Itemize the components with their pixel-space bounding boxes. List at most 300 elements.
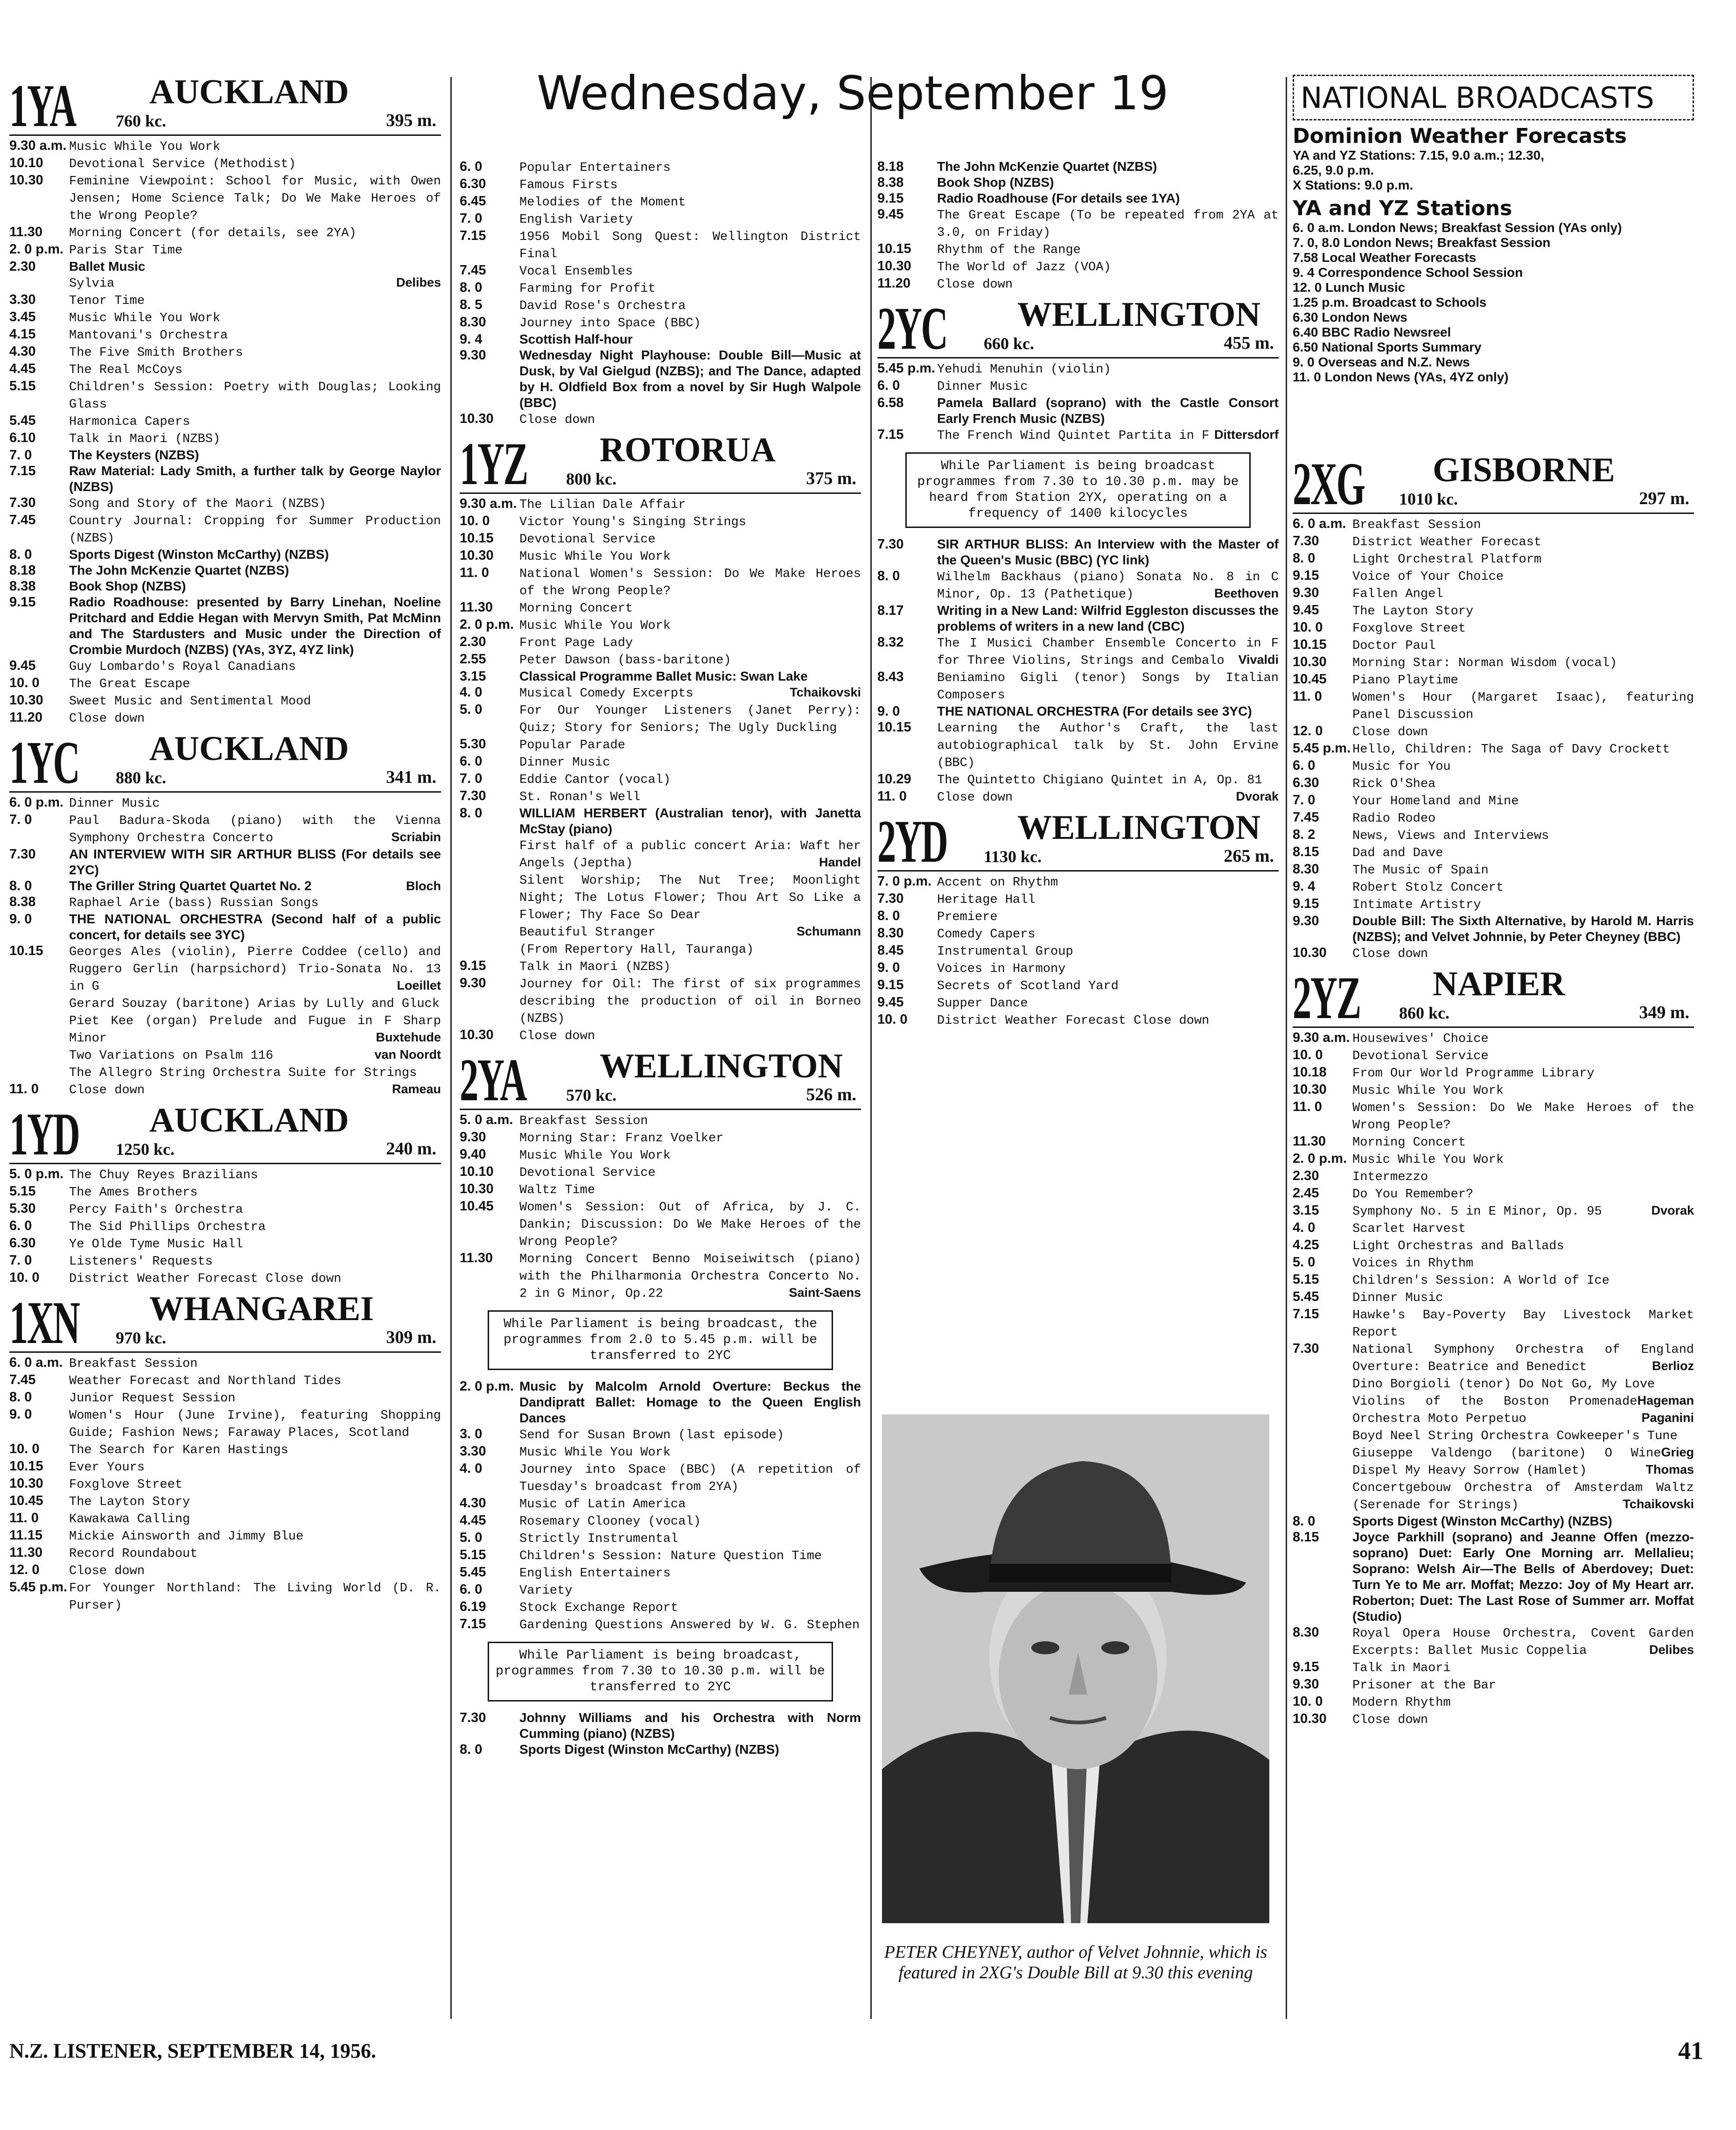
listing-time: 12. 0: [9, 1562, 40, 1577]
listing-entry: [9, 413, 441, 430]
listing-title: National Symphony Orchestra of England Overture: Beatrice and Benedict: [1352, 1343, 1694, 1374]
station-city: WHANGAREI: [149, 1290, 374, 1328]
listing-entry: [1293, 1624, 1694, 1659]
listing-composer: Tchaikovski: [790, 685, 861, 699]
listing-title: Doctor Paul: [1352, 639, 1436, 653]
listing-entry: [9, 309, 441, 326]
listing-title: Eddie Cantor (vocal): [519, 773, 671, 787]
listing-time: 5.15: [460, 1547, 486, 1562]
national-title: Broadcast to Schools: [1352, 295, 1487, 309]
listing-time: 8.30: [877, 926, 904, 941]
listing-entry: [877, 395, 1279, 427]
national-time: 1.25 p.m.: [1293, 295, 1352, 309]
listing-entry: [9, 812, 441, 846]
listing-time: 9.15: [1293, 1659, 1319, 1674]
listing-title: The I Musici Chamber Ensemble Concerto in F for Three Violins, Strings and Cembalo: [937, 637, 1279, 668]
listing-title: For Younger Northland: The Living World (D. R. Purser): [69, 1582, 441, 1613]
listing-entry: [460, 1112, 861, 1129]
station-wavelength: 526 m.: [806, 1085, 856, 1104]
listing-title: The Chuy Reyes Brazilians: [69, 1168, 259, 1182]
listing-time: 10. 0: [9, 1441, 40, 1456]
listing-time: 3.15: [1293, 1203, 1319, 1218]
listing-time: 8. 0: [877, 569, 900, 583]
station-callsign: 2YC: [877, 295, 947, 362]
listing-title: Breakfast Session: [1352, 518, 1481, 532]
listing-time: 10.30: [460, 1027, 494, 1042]
listing-entry: [460, 1547, 861, 1564]
listing-title: Symphony No. 5 in E Minor, Op. 95: [1352, 1205, 1602, 1219]
listing-entry: [9, 1372, 441, 1389]
listing-entry: [460, 837, 861, 872]
listing-time: 8. 0: [460, 806, 483, 821]
listing-time: 10.30: [9, 1476, 43, 1491]
listing-title: Foxglove Street: [1352, 622, 1466, 636]
national-time: 9. 4: [1293, 265, 1318, 280]
weather-title: Dominion Weather Forecasts: [1293, 124, 1627, 148]
listing-title: Children's Session: Poetry with Douglas; Looking Glass: [69, 380, 441, 412]
national-title: Lunch Music: [1325, 280, 1406, 295]
listing-time: 11. 0: [9, 1082, 39, 1097]
listing-time: 10.10: [460, 1164, 494, 1179]
listing-title: Radio Rodeo: [1352, 812, 1436, 826]
listing-entry: [460, 805, 861, 837]
weather-line: X Stations: 9.0 p.m.: [1293, 178, 1414, 192]
listing-entry: [460, 702, 861, 736]
listing-title: Ye Olde Tyme Music Hall: [69, 1237, 243, 1251]
listing-entry: [1293, 1030, 1694, 1047]
listing-time: 11.20: [877, 276, 910, 291]
listing-title: Country Journal: Cropping for Summer Production (NZBS): [69, 514, 441, 546]
station-frequency: 970 kc.: [116, 1329, 166, 1347]
listing-entry: [1293, 1513, 1694, 1529]
listing-entry: [460, 1198, 861, 1250]
listing-title: Sports Digest (Winston McCarthy) (NZBS): [519, 1742, 779, 1757]
listing-entry: [1293, 1444, 1694, 1479]
listing-entry: [1293, 913, 1694, 945]
listing-entry: [9, 846, 441, 878]
station-header: [1293, 450, 1694, 518]
national-title: London News; Breakfast Session: [1343, 235, 1551, 250]
listing-title: Beniamino Gigli (tenor) Songs by Italian Composers: [937, 671, 1279, 703]
national-entry: [1293, 280, 1694, 295]
listing-title: District Weather Forecast Close down: [937, 1014, 1210, 1028]
listing-title: St. Ronan's Well: [519, 790, 641, 804]
listing-time: 11.30: [9, 1545, 42, 1560]
listing-time: 9.30: [1293, 585, 1319, 600]
listing-entry: [9, 1406, 441, 1441]
listing-title: Radio Roadhouse (For details see 1YA): [937, 191, 1180, 205]
listing-title: News, Views and Interviews: [1352, 829, 1549, 843]
national-entry: [1293, 370, 1694, 385]
listing-entry: [877, 942, 1279, 960]
listing-entry: [460, 599, 861, 617]
listing-title: Journey into Space (BBC): [519, 316, 701, 330]
station-block: [460, 430, 861, 1044]
national-time: 6.30: [1293, 310, 1322, 324]
listing-time: 6.30: [1293, 775, 1319, 790]
listing-time: 6. 0 a.m.: [1293, 516, 1346, 531]
listing-time: 8.18: [877, 159, 904, 174]
station-frequency: 1010 kc.: [1399, 490, 1458, 508]
listing-entry: [877, 669, 1279, 703]
listing-entry: [460, 1564, 861, 1582]
listing-entry: [9, 1252, 441, 1270]
listing-time: 7.30: [877, 891, 904, 906]
listing-title: Close down: [1352, 725, 1428, 739]
listing-title: Dino Borgioli (tenor) Do Not Go, My Love: [1352, 1378, 1655, 1392]
listing-composer: Scriabin: [391, 830, 441, 844]
listing-title: The Sid Phillips Orchestra: [69, 1220, 266, 1234]
listing-time: 8.38: [9, 894, 36, 909]
column-4: [1293, 448, 1694, 1728]
listing-entry: [877, 258, 1279, 275]
listing-title: Johnny Williams and his Orchestra with Norm Cumming (piano) (NZBS): [519, 1710, 861, 1741]
station-frequency: 1250 kc.: [116, 1140, 175, 1159]
listing-composer: Delibes: [1649, 1643, 1694, 1657]
listing-title: Send for Susan Brown (last episode): [519, 1428, 784, 1442]
listing-time: 9. 0: [9, 912, 32, 927]
station-block: [1293, 964, 1694, 1728]
station-block: [9, 1103, 441, 1287]
listing-title: Weather Forecast and Northland Tides: [69, 1374, 342, 1388]
listing-time: 12. 0: [1293, 724, 1323, 738]
listing-title: Light Orchestral Platform: [1352, 553, 1542, 567]
listing-title: Mickie Ainsworth and Jimmy Blue: [69, 1530, 304, 1544]
listing-title: The Griller String Quartet Quartet No. 2: [69, 879, 312, 893]
listing-title: Dinner Music: [519, 756, 610, 770]
listing-title: Rosemary Clooney (vocal): [519, 1515, 701, 1529]
station-callsign: 1YZ: [460, 430, 527, 498]
listing-time: 3.15: [460, 669, 486, 684]
national-broadcasts-panel: [1293, 75, 1694, 385]
listing-title: Voices in Rhythm: [1352, 1257, 1474, 1271]
listing-title: Raphael Arie (bass) Russian Songs: [69, 896, 319, 910]
listing-title: Talk in Maori (NZBS): [519, 960, 671, 974]
listing-title: Farming for Profit: [519, 282, 656, 296]
station-frequency: 760 kc.: [116, 112, 166, 130]
listing-time: 10.30: [460, 411, 494, 426]
listing-time: 11.30: [460, 1251, 493, 1265]
listing-time: 9.15: [1293, 568, 1319, 583]
listing-title: Devotional Service (Methodist): [69, 157, 296, 171]
listing-entry: [460, 788, 861, 805]
column-rule: [870, 77, 872, 2019]
station-city: WELLINGTON: [1017, 808, 1260, 847]
listing-time: 6. 0: [877, 378, 900, 393]
listing-entry: [9, 274, 441, 292]
listing-title: Piano Playtime: [1352, 674, 1458, 688]
listing-title: Listeners' Requests: [69, 1255, 213, 1269]
listing-title: Joyce Parkhill (soprano) and Jeanne Offen (mezzo-soprano) Duet: Early One Morning arr. Mellalieu; Soprano: Welsh Air—The Bells of Aberdovey; Duet: Turn Ye to Me arr. Moffat; Mezzo: Joy of My Heart arr. Roberton; Duet: The Last Rose of Summer arr. Moffat (Studio): [1352, 1530, 1694, 1624]
station-block: [460, 159, 861, 428]
station-frequency: 800 kc.: [566, 470, 616, 488]
listing-time: 7. 0: [9, 812, 32, 827]
listing-entry: [1293, 1272, 1694, 1289]
listing-entry: [1293, 1151, 1694, 1168]
listing-title: For Our Younger Listeners (Janet Perry): Quiz; Story for Seniors; The Ugly Duckling: [519, 704, 861, 735]
listing-entry: [9, 1081, 441, 1098]
national-time: 9. 0: [1293, 355, 1318, 369]
listing-title: Morning Star: Franz Voelker: [519, 1132, 724, 1146]
listing-title: Wednesday Night Playhouse: Double Bill—Music at Dusk, by Val Gielgud (NZBS); and The Dance, adapted by H. Oldfield Box from a novel by Sir Hugh Walpole (BBC): [519, 348, 861, 410]
listing-title: Close down: [519, 1029, 595, 1043]
listing-time: 4.25: [1293, 1237, 1319, 1252]
listing-time: 6. 0: [460, 754, 483, 769]
listing-title: Close down: [69, 712, 145, 726]
national-entry: [1293, 355, 1694, 370]
listing-time: 10. 0: [460, 513, 490, 528]
listing-entry: [1293, 1375, 1694, 1407]
listing-time: 7.45: [460, 263, 486, 278]
listing-entry: [460, 1426, 861, 1443]
listing-title: Variety: [519, 1584, 573, 1598]
listing-time: 5.30: [460, 737, 486, 752]
listing-entry: [460, 1599, 861, 1616]
listing-composer: Delibes: [396, 275, 441, 289]
column-rule: [450, 77, 452, 2019]
listing-time: 9.30 a.m.: [9, 138, 67, 153]
column-3: [877, 159, 1279, 1029]
listing-time: 2. 0 p.m.: [460, 1379, 514, 1394]
listing-entry: [877, 159, 1279, 175]
listing-time: 6.30: [460, 176, 486, 191]
national-entry: [1293, 295, 1694, 310]
listing-title: The Great Escape (To be repeated from 2YA at 3.0, on Friday): [937, 209, 1279, 240]
listing-time: 6.19: [460, 1599, 486, 1614]
listing-entry: [460, 1181, 861, 1198]
listing-entry: [460, 1443, 861, 1461]
national-entry: [1293, 220, 1694, 235]
listing-time: 10.45: [9, 1493, 43, 1508]
national-entry: [1293, 250, 1694, 265]
listing-entry: [460, 872, 861, 923]
listing-entry: [460, 975, 861, 1027]
listing-title: THE NATIONAL ORCHESTRA (For details see 3YC): [937, 704, 1252, 718]
listing-title: Scarlet Harvest: [1352, 1222, 1466, 1236]
listing-title: Popular Entertainers: [519, 161, 671, 175]
listing-title: David Rose's Orchestra: [519, 299, 686, 313]
listing-entry: [460, 1530, 861, 1547]
listing-entry: [1293, 585, 1694, 602]
listing-time: 11.30: [9, 225, 42, 239]
listing-entry: [9, 259, 441, 274]
listing-time: 10.30: [877, 259, 911, 274]
listing-time: 11.20: [9, 710, 42, 725]
listing-title: Paul Badura-Skoda (piano) with the Vienna Symphony Orchestra Concerto: [69, 814, 441, 845]
station-header: [9, 1289, 441, 1357]
listing-title: Voice of Your Choice: [1352, 570, 1504, 584]
listing-title: Mantovani's Orchestra: [69, 329, 228, 343]
listing-entry: [9, 378, 441, 413]
listing-time: 4. 0: [460, 685, 483, 700]
listing-composer: Schumann: [796, 924, 861, 938]
national-time: 7. 0, 8.0: [1293, 235, 1344, 250]
national-entry: [1293, 310, 1694, 325]
listing-entry: [877, 190, 1279, 206]
parliament-notice: While Parliament is being broadcast, programmes from 7.30 to 10.30 p.m. will be transferred to 2YC: [488, 1642, 833, 1701]
listing-entry: [1293, 1694, 1694, 1711]
station-header: [460, 1047, 861, 1114]
listing-title: Gardening Questions Answered by W. G. Stephen: [519, 1618, 860, 1632]
listing-time: 8. 0: [9, 879, 32, 893]
listing-title: Secrets of Scotland Yard: [937, 979, 1119, 993]
listing-composer: van Noordt: [374, 1047, 441, 1061]
listing-title: Percy Faith's Orchestra: [69, 1203, 243, 1217]
listing-entry: [460, 193, 861, 211]
listing-entry: [460, 1378, 861, 1426]
listing-entry: [1293, 568, 1694, 585]
listing-title: Morning Concert: [519, 602, 633, 616]
listing-time: 11.30: [460, 600, 493, 615]
listing-entry: [9, 547, 441, 562]
listing-entry: [1293, 1306, 1694, 1341]
listing-time: 10.30: [1293, 1082, 1327, 1097]
listing-time: 7.15: [877, 427, 904, 442]
station-block: [1293, 450, 1694, 962]
listing-title: Music While You Work: [519, 1149, 671, 1163]
listing-time: 7. 0: [9, 1253, 32, 1268]
listing-entry: [877, 206, 1279, 241]
listing-time: 7.45: [1293, 810, 1319, 825]
listing-entry: [460, 1742, 861, 1757]
listing-title: Melodies of the Moment: [519, 196, 686, 210]
listing-time: 6.58: [877, 395, 904, 410]
listing-title: Classical Programme Ballet Music: Swan Lake: [519, 669, 808, 683]
station-callsign: 2YD: [877, 808, 947, 875]
station-block: [877, 159, 1279, 293]
listing-entry: [877, 925, 1279, 942]
listing-time: 9.15: [9, 595, 36, 610]
listing-time: 8. 2: [1293, 827, 1316, 842]
listing-title: Raw Material: Lady Smith, a further talk by George Naylor (NZBS): [69, 464, 441, 494]
listing-title: Devotional Service: [519, 533, 656, 547]
listing-title: Women's Session: Do We Make Heroes of the Wrong People?: [1352, 1101, 1694, 1132]
listing-title: Hawke's Bay-Poverty Bay Livestock Market Report: [1352, 1308, 1694, 1340]
national-title: London News; Breakfast Session (YAs only): [1348, 220, 1622, 235]
listing-title: Premiere: [937, 910, 998, 924]
listing-title: Journey into Space (BBC) (A repetition of Tuesday's broadcast from 2YA): [519, 1463, 861, 1494]
listing-time: 6. 0: [1293, 758, 1316, 773]
listing-title: Scottish Half-hour: [519, 332, 633, 346]
listing-title: Robert Stolz Concert: [1352, 881, 1504, 895]
listing-entry: [1293, 1168, 1694, 1185]
listing-title: Double Bill: The Sixth Alternative, by Harold M. Harris (NZBS); and Velvet Johnnie, by Peter Cheyney (BBC): [1352, 914, 1694, 944]
listing-title: The Search for Karen Hastings: [69, 1443, 288, 1457]
listing-title: Music While You Work: [1352, 1084, 1504, 1098]
listing-entry: [877, 719, 1279, 771]
listing-entry: [9, 1218, 441, 1235]
listing-title: Music While You Work: [519, 550, 671, 564]
listing-time: 7.15: [460, 1617, 486, 1631]
listing-entry: [9, 1476, 441, 1493]
station-frequency: 1130 kc.: [984, 847, 1042, 866]
national-entry: [1293, 265, 1694, 280]
listing-title: Writing in a New Land: Wilfrid Eggleston discusses the problems of writers in a new land (CBC): [937, 603, 1279, 633]
listing-composer: Berlioz: [1652, 1359, 1694, 1373]
listing-title: District Weather Forecast: [1352, 535, 1542, 549]
listing-entry: [1293, 1047, 1694, 1064]
listing-title: Breakfast Session: [69, 1357, 198, 1371]
listing-entry: [1293, 1659, 1694, 1676]
station-block: [9, 1289, 441, 1614]
listing-entry: [1293, 723, 1694, 740]
listing-time: 3.30: [460, 1444, 486, 1459]
listing-entry: [1293, 896, 1694, 913]
listing-time: 8.15: [1293, 1530, 1319, 1545]
listing-entry: [877, 788, 1279, 806]
listing-entry: [9, 1183, 441, 1201]
listing-time: 8. 0: [9, 547, 32, 562]
listing-title: Dinner Music: [1352, 1291, 1443, 1305]
listing-entry: [9, 894, 441, 911]
station-callsign: 1YC: [9, 729, 79, 796]
listing-entry: [9, 361, 441, 378]
listing-entry: [1293, 1479, 1694, 1513]
listing-title: Supper Dance: [937, 997, 1028, 1011]
listing-time: 2.30: [9, 259, 36, 274]
listing-time: 10. 0: [9, 675, 40, 690]
listing-time: 9.30: [460, 976, 486, 991]
listing-title: Violins of the Boston Promenade Orchestra Moto Perpetuo: [1352, 1395, 1638, 1426]
station-header: [1293, 964, 1694, 1032]
listing-title: Gerard Souzay (baritone) Arias by Lully and Gluck: [69, 997, 440, 1011]
listing-time: 10. 0: [1293, 1047, 1323, 1062]
station-wavelength: 349 m.: [1639, 1003, 1689, 1022]
listing-title: Guy Lombardo's Royal Canadians: [69, 660, 296, 674]
listing-time: 10. 0: [9, 1270, 40, 1285]
listing-time: 2. 0 p.m.: [9, 242, 64, 257]
listing-title: Close down: [937, 278, 1013, 292]
listing-composer: Paganini: [1641, 1411, 1694, 1425]
listing-title: Ballet Music: [69, 259, 146, 274]
listing-entry: [9, 1579, 441, 1614]
listing-entry: [9, 1545, 441, 1562]
listing-title: Strictly Instrumental: [519, 1532, 679, 1546]
listing-title: Rick O'Shea: [1352, 777, 1436, 791]
listing-title: Children's Session: A World of Ice: [1352, 1274, 1610, 1288]
listing-time: 8. 0: [877, 908, 900, 923]
listing-title: The John McKenzie Quartet (NZBS): [937, 159, 1157, 174]
listing-title: Pamela Ballard (soprano) with the Castle Consort Early French Music (NZBS): [937, 395, 1279, 426]
listing-time: 8.18: [9, 563, 36, 578]
listing-title: Morning Concert: [1352, 1136, 1466, 1150]
listing-entry: [9, 1493, 441, 1510]
listing-entry: [9, 995, 441, 1012]
listing-entry: [460, 1164, 861, 1181]
listing-entry: [460, 651, 861, 668]
station-header: [9, 729, 441, 796]
listing-composer: Bloch: [406, 879, 441, 893]
listing-time: 3.30: [9, 292, 36, 307]
listing-time: 5. 0: [460, 1530, 483, 1545]
listing-time: 10.15: [877, 241, 911, 256]
listing-entry: [1293, 1529, 1694, 1624]
listing-time: 7.30: [1293, 1341, 1319, 1356]
national-title: London News: [1322, 310, 1407, 324]
listing-title: Two Variations on Psalm 116: [69, 1049, 273, 1063]
national-time: 12. 0: [1293, 280, 1326, 295]
column-2: [460, 159, 861, 1757]
listing-entry: [460, 1512, 861, 1530]
listing-time: 7.45: [9, 1372, 36, 1387]
listing-entry: [460, 684, 861, 702]
station-callsign: 2YA: [460, 1047, 526, 1114]
listing-time: 8.45: [877, 943, 904, 958]
listing-title: Dinner Music: [69, 797, 160, 811]
listing-entry: [460, 159, 861, 176]
listing-time: 10.30: [460, 1181, 494, 1196]
listing-entry: [460, 1616, 861, 1633]
